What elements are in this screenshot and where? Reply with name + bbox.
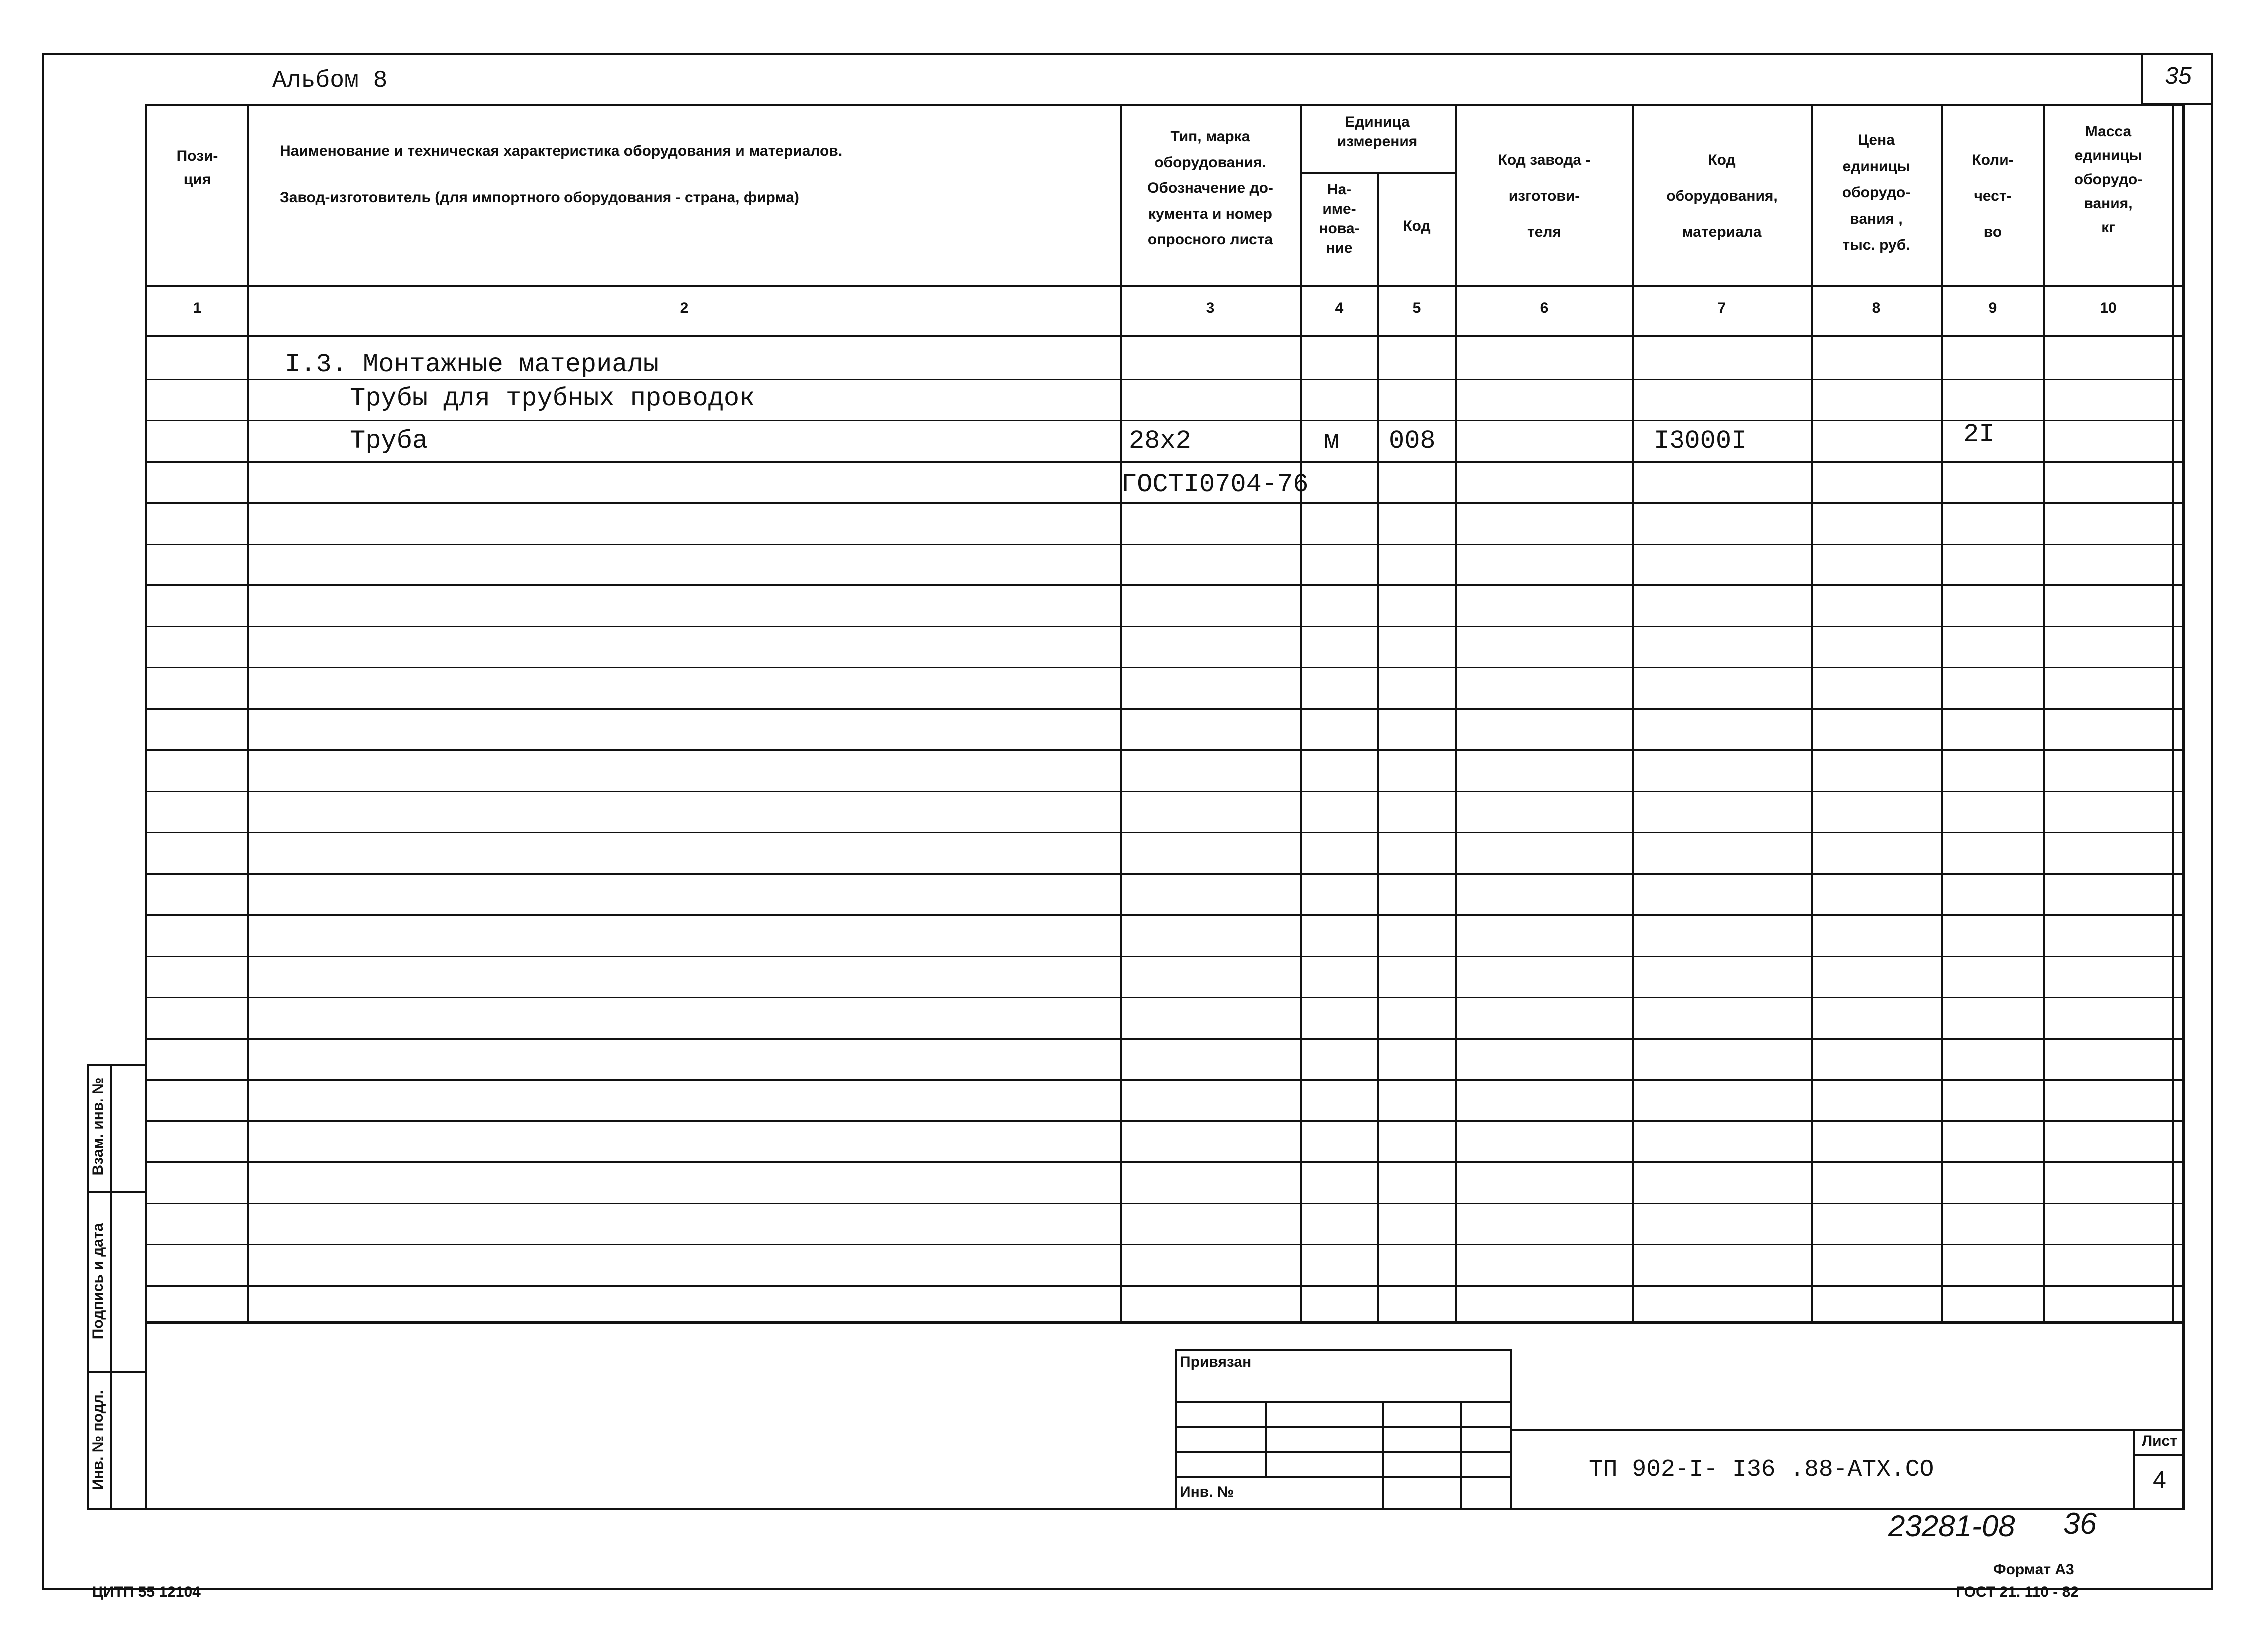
- col-3-header: Тип, марка оборудования. Обозначение до- кумента и номер опросного листа: [1147, 128, 1273, 248]
- handwritten-registration-code: 23281-08: [1888, 1509, 2015, 1543]
- col-6-header: Код завода - изготови- теля: [1498, 152, 1591, 240]
- stamp-privyazan-label: Привязан: [1180, 1354, 1252, 1370]
- table-row-separator: [145, 997, 2185, 998]
- col-8-header: Цена единицы оборудо- вания , тыс. руб.: [1842, 132, 1911, 253]
- side-label-inv-podl: Инв. № подл.: [90, 1390, 106, 1490]
- table-row-separator: [145, 667, 2185, 668]
- col-3-number: 3: [1206, 300, 1215, 316]
- table-row-separator: [145, 1038, 2185, 1040]
- table-row-2-name: Труба: [350, 426, 428, 456]
- table-row-separator: [145, 1203, 2185, 1204]
- table-row-separator: [145, 420, 2185, 421]
- table-row-separator: [145, 708, 2185, 710]
- stamp-inv-no-label: Инв. №: [1180, 1484, 1234, 1500]
- stamp-sheet-label: Лист: [2142, 1433, 2177, 1449]
- side-label-inv-vzam: Взам. инв. №: [90, 1077, 106, 1176]
- table-row-separator: [145, 1244, 2185, 1245]
- page-number: 35: [2165, 63, 2192, 89]
- table-row-1-name: Трубы для трубных проводок: [350, 384, 755, 413]
- table-row-separator: [145, 914, 2185, 916]
- table-row-2-unit-code: 008: [1389, 426, 1436, 456]
- unit-group-header: Единица измерения: [1337, 114, 1418, 150]
- col-10-header: Масса единицы оборудо- вания, кг: [2074, 123, 2143, 236]
- col-2-number: 2: [680, 300, 689, 316]
- table-row-separator: [145, 873, 2185, 875]
- table-row-separator: [145, 1120, 2185, 1122]
- table-row-separator: [145, 1161, 2185, 1163]
- table-row-separator: [145, 791, 2185, 792]
- col-4-header: На- име- нова- ние: [1319, 181, 1360, 256]
- col-6-number: 6: [1540, 300, 1549, 316]
- footer-organization-code: ЦИТП 55 12104: [92, 1584, 201, 1600]
- side-label-podpis-data: Подпись и дата: [90, 1223, 106, 1340]
- table-row-separator: [145, 502, 2185, 504]
- footer-format: Формат А3: [1993, 1561, 2074, 1578]
- table-row-separator: [145, 626, 2185, 627]
- table-row-separator: [145, 749, 2185, 751]
- table-row-separator: [145, 461, 2185, 463]
- col-1-header: Пози- ция: [176, 148, 218, 188]
- col-5-header: Код: [1403, 218, 1431, 234]
- col-9-number: 9: [1988, 300, 1997, 316]
- stamp-sheet-number: 4: [2153, 1467, 2166, 1493]
- col-9-header: Коли- чест- во: [1972, 152, 2014, 240]
- table-row-2-material-code: I3000I: [1654, 426, 1747, 456]
- table-row-separator: [145, 832, 2185, 833]
- col-1-number: 1: [193, 300, 202, 316]
- table-row-separator: [145, 1285, 2185, 1287]
- table-row-0-name: I.3. Монтажные материалы: [285, 350, 659, 379]
- col-4-number: 4: [1335, 300, 1344, 316]
- table-row-separator: [145, 584, 2185, 586]
- handwritten-page-number: 36: [2063, 1507, 2097, 1540]
- col-10-number: 10: [2100, 300, 2117, 316]
- stamp-designation: ТП 902-I- I36 .88-АТХ.СО: [1589, 1456, 1934, 1483]
- col-8-number: 8: [1872, 300, 1881, 316]
- table-row-3-type: ГОСТI0704-76: [1121, 470, 1309, 499]
- col-7-number: 7: [1717, 300, 1726, 316]
- footer-gost: ГОСТ 21. 110 - 82: [1956, 1584, 2079, 1600]
- album-label: Альбом 8: [272, 67, 388, 94]
- col-2-header: Наименование и техническая характеристика оборудования и материалов. Завод-изготовитель (для импортного оборудования - страна, фирма): [280, 143, 843, 206]
- table-row-2-type: 28x2: [1129, 426, 1191, 456]
- col-7-header: Код оборудования, материала: [1666, 152, 1778, 240]
- table-row-separator: [145, 956, 2185, 957]
- table-row-2-quantity: 2I: [1963, 420, 1995, 449]
- col-5-number: 5: [1412, 300, 1421, 316]
- table-row-separator: [145, 1079, 2185, 1081]
- table-row-2-unit: м: [1324, 426, 1340, 456]
- table-row-separator: [145, 544, 2185, 545]
